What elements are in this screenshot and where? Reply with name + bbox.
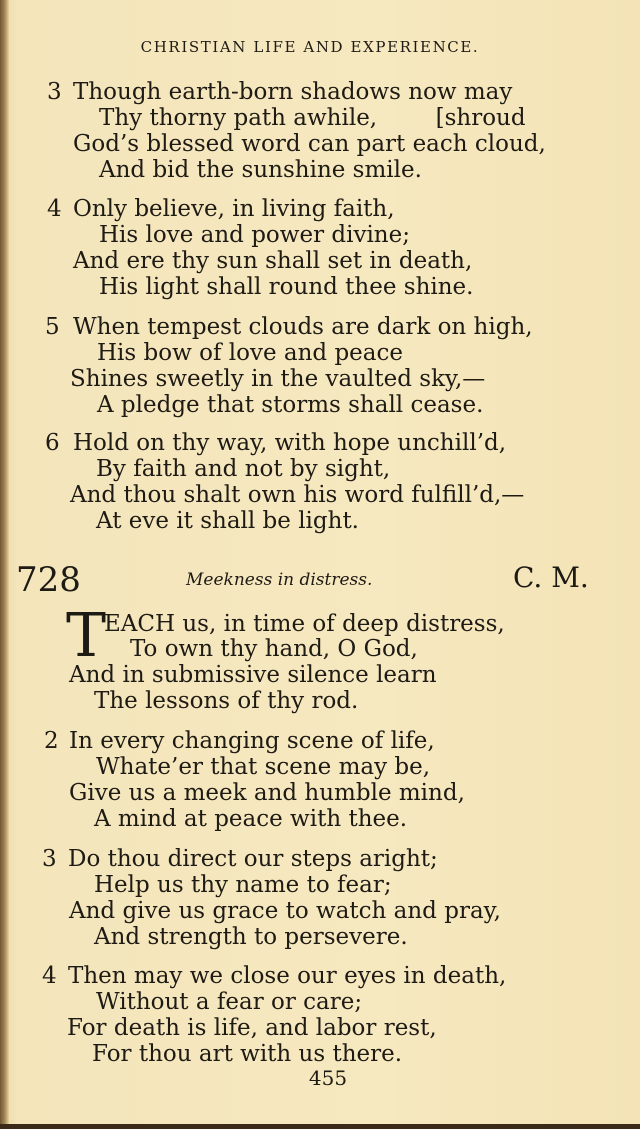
- verse-line: Without a fear or care;: [96, 989, 363, 1015]
- verse-line: Only believe, in living faith,: [73, 196, 395, 222]
- stanza-number: 4: [47, 196, 62, 222]
- verse-line: Give us a meek and humble mind,: [69, 780, 465, 806]
- verse-line: Thy thorny path awhile, [shroud: [99, 105, 526, 131]
- stanza-number: 3: [47, 79, 62, 105]
- verse-line: Help us thy name to fear;: [94, 872, 392, 898]
- stanza-number: 5: [45, 314, 60, 340]
- book-spine-shadow: [0, 0, 9, 1129]
- verse-line: And ere thy sun shall set in death,: [73, 248, 473, 274]
- stanza-number: 2: [44, 728, 59, 754]
- stanza-number: 3: [42, 846, 57, 872]
- drop-cap: T: [66, 601, 107, 671]
- verse-line: And thou shalt own his word fulfill’d,—: [70, 482, 525, 508]
- verse-line: By faith and not by sight,: [96, 456, 391, 482]
- verse-line: And give us grace to watch and pray,: [69, 898, 501, 924]
- verse-line: EACH us, in time of deep distress,: [104, 611, 505, 637]
- verse-line: Shines sweetly in the vaulted sky,—: [70, 366, 486, 392]
- verse-line: And strength to persevere.: [94, 924, 408, 950]
- page-bottom-edge: [0, 1124, 640, 1129]
- verse-line: At eve it shall be light.: [96, 508, 359, 534]
- verse-line: A mind at peace with thee.: [94, 806, 408, 832]
- verse-line: The lessons of thy rod.: [94, 688, 359, 714]
- verse-line: Then may we close our eyes in death,: [68, 963, 507, 989]
- verse-line: His love and power divine;: [99, 222, 410, 248]
- verse-line: Whate’er that scene may be,: [96, 754, 431, 780]
- hymn-title: Meekness in distress.: [186, 570, 373, 590]
- verse-line: For death is life, and labor rest,: [67, 1015, 437, 1041]
- verse-line: And in submissive silence learn: [69, 662, 437, 688]
- verse-line: And bid the sunshine smile.: [99, 157, 422, 183]
- verse-line: Though earth-born shadows now may: [73, 79, 513, 105]
- verse-line: A pledge that storms shall cease.: [97, 392, 484, 418]
- verse-line: God’s blessed word can part each cloud,: [73, 131, 546, 157]
- verse-line: When tempest clouds are dark on high,: [73, 314, 533, 340]
- hymn-meter: C. M.: [513, 561, 589, 594]
- verse-line: His light shall round thee shine.: [99, 274, 474, 300]
- stanza-number: 6: [45, 430, 60, 456]
- running-head: CHRISTIAN LIFE AND EXPERIENCE.: [140, 38, 480, 56]
- hymn-number: 728: [16, 560, 81, 600]
- verse-line: Do thou direct our steps aright;: [68, 846, 438, 872]
- verse-line: To own thy hand, O God,: [130, 636, 418, 662]
- page-number: 455: [308, 1066, 348, 1090]
- verse-line: His bow of love and peace: [97, 340, 403, 366]
- stanza-number: 4: [42, 963, 57, 989]
- verse-line: Hold on thy way, with hope unchill’d,: [73, 430, 507, 456]
- verse-line: For thou art with us there.: [92, 1041, 403, 1067]
- verse-line: In every changing scene of life,: [69, 728, 435, 754]
